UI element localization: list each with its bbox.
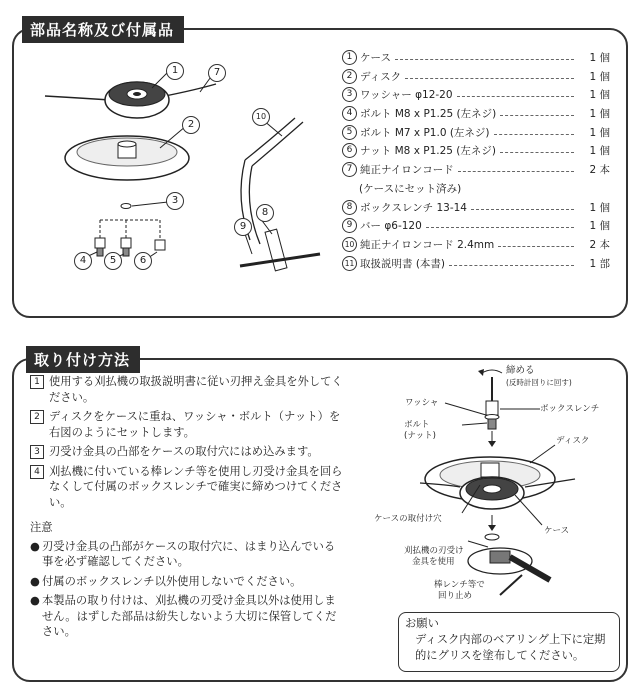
part-name: ボックスレンチ 13-14 bbox=[360, 201, 467, 214]
parts-list-item bbox=[342, 218, 610, 237]
step-number: 2 bbox=[30, 410, 44, 424]
label-disk: ディスク bbox=[556, 436, 590, 446]
leader-line bbox=[500, 106, 574, 116]
part-name: 純正ナイロンコード 2.4mm bbox=[360, 238, 495, 251]
label-stop: 棒レンチ等で bbox=[434, 580, 485, 590]
parts-list-item bbox=[342, 143, 610, 162]
parts-list-item bbox=[342, 162, 610, 181]
leader-line bbox=[457, 87, 574, 97]
request-box bbox=[398, 612, 620, 672]
part-number: 10 bbox=[342, 237, 357, 252]
callout-8: 8 bbox=[256, 204, 274, 222]
part-number: 4 bbox=[342, 106, 357, 121]
bullet-icon: ● bbox=[30, 539, 40, 553]
request-title: お願い bbox=[405, 617, 439, 630]
part-name: ボルト M8 x P1.25 (左ネジ) bbox=[360, 108, 497, 121]
caution-text: 刃受け金具の凸部がケースの取付穴に、はまり込んでいる事を必ず確認してください。 bbox=[42, 539, 336, 568]
label-bolt-sub: (ナット) bbox=[404, 431, 436, 441]
callout-10: 10 bbox=[252, 108, 270, 126]
bullet-icon: ● bbox=[30, 574, 40, 588]
installation-steps bbox=[30, 374, 350, 514]
part-number: 6 bbox=[342, 143, 357, 158]
leader-line bbox=[498, 237, 574, 247]
label-case: ケース bbox=[544, 526, 570, 536]
part-name: ケース bbox=[360, 52, 391, 64]
leader-line bbox=[494, 125, 574, 135]
callout-3: 3 bbox=[166, 192, 184, 210]
leader-line bbox=[449, 256, 574, 266]
step-number: 4 bbox=[30, 465, 44, 479]
parts-list-item bbox=[342, 106, 610, 125]
parts-list-item bbox=[342, 50, 610, 69]
part-name: バー φ6-120 bbox=[360, 220, 422, 233]
leader-line bbox=[500, 143, 574, 153]
part-qty: 2 本 bbox=[589, 238, 610, 251]
part-qty: 1 個 bbox=[589, 220, 610, 233]
parts-list-item bbox=[342, 87, 610, 106]
part-number: 9 bbox=[342, 218, 357, 233]
part-name: 純正ナイロンコード bbox=[360, 164, 454, 177]
step-item bbox=[30, 374, 350, 405]
callout-1: 1 bbox=[166, 62, 184, 80]
part-qty: 1 個 bbox=[589, 52, 610, 64]
parts-list-item bbox=[342, 200, 610, 219]
leader-line bbox=[426, 218, 574, 228]
bullet-icon: ● bbox=[30, 594, 40, 607]
callout-4: 4 bbox=[74, 252, 92, 270]
label-blade-holder: 刈払機の刃受け bbox=[404, 546, 464, 556]
part-name: ナット M8 x P1.25 (左ネジ) bbox=[360, 145, 496, 158]
leader-line bbox=[458, 162, 574, 172]
part-name: ワッシャー φ12-20 bbox=[360, 89, 453, 102]
parts-list-item-sub bbox=[342, 181, 610, 200]
callout-6: 6 bbox=[134, 252, 152, 270]
installation-section-title: 取り付け方法 bbox=[26, 346, 140, 373]
part-qty: 1 個 bbox=[589, 145, 610, 158]
caution-item bbox=[30, 574, 345, 590]
part-number: 5 bbox=[342, 125, 357, 140]
installation-diagram bbox=[350, 365, 620, 610]
part-qty: 1 個 bbox=[589, 108, 610, 121]
caution-text: 付属のボックスレンチ以外使用しないでください。 bbox=[42, 574, 302, 588]
leader-line bbox=[471, 200, 574, 210]
parts-list bbox=[342, 50, 610, 274]
step-text: 刃受け金具の凸部をケースの取付穴にはめ込みます。 bbox=[49, 445, 319, 458]
callout-5: 5 bbox=[104, 252, 122, 270]
label-blade-holder-2: 金具を使用 bbox=[412, 557, 455, 567]
step-text: 刈払機に付いている棒レンチ等を使用し刃受け金具を回らなくして付属のボックスレンチで確実に締めつけてください。 bbox=[49, 464, 343, 509]
part-number: 2 bbox=[342, 69, 357, 84]
step-item bbox=[30, 409, 350, 440]
parts-section-title: 部品名称及び付属品 bbox=[22, 16, 184, 43]
callout-2: 2 bbox=[182, 116, 200, 134]
part-qty: 1 個 bbox=[589, 89, 610, 102]
caution-notes bbox=[30, 520, 345, 644]
label-bolt: ボルト bbox=[404, 420, 430, 430]
label-tighten-sub: (反時計回りに回す) bbox=[506, 378, 572, 387]
request-text: ディスク内部のベアリング上下に定期的にグリスを塗布してください。 bbox=[415, 633, 606, 662]
part-number: 7 bbox=[342, 162, 357, 177]
step-text: 使用する刈払機の取扱説明書に従い刃押え金具を外してください。 bbox=[49, 375, 343, 404]
parts-list-item bbox=[342, 69, 610, 88]
caution-item bbox=[30, 593, 345, 640]
part-name: 取扱説明書 (本書) bbox=[360, 257, 446, 270]
caution-item bbox=[30, 539, 345, 570]
parts-list-item bbox=[342, 125, 610, 144]
part-name: ボルト M7 x P1.0 (左ネジ) bbox=[360, 126, 490, 139]
part-qty: 2 本 bbox=[589, 164, 610, 177]
part-number: 1 bbox=[342, 50, 357, 65]
label-case-hole: ケースの取付け穴 bbox=[374, 514, 442, 524]
part-number: 3 bbox=[342, 87, 357, 102]
parts-list-item bbox=[342, 256, 610, 275]
leader-line bbox=[405, 69, 574, 79]
step-item bbox=[30, 444, 350, 460]
step-number: 1 bbox=[30, 375, 44, 389]
part-qty: 1 部 bbox=[589, 257, 610, 270]
step-item bbox=[30, 464, 350, 511]
caution-title: 注意 bbox=[30, 521, 53, 534]
part-name: ディスク bbox=[360, 70, 402, 83]
part-name: (ケースにセット済み) bbox=[359, 182, 462, 195]
label-washer: ワッシャ bbox=[405, 398, 439, 408]
callout-9: 9 bbox=[234, 218, 252, 236]
label-tighten: 締める bbox=[506, 365, 535, 376]
part-number: 11 bbox=[342, 256, 357, 271]
part-qty: 1 個 bbox=[589, 70, 610, 83]
caution-text: 本製品の取り付けは、刈払機の刃受け金具以外は使用しません。はずした部品は紛失しないよう大切に保管してください。 bbox=[42, 594, 337, 638]
label-box-wrench: ボックスレンチ bbox=[540, 404, 600, 414]
part-number: 8 bbox=[342, 200, 357, 215]
callout-7: 7 bbox=[208, 64, 226, 82]
step-text: ディスクをケースに重ね、ワッシャ・ボルト（ナット）を右図のようにセットします。 bbox=[49, 410, 341, 439]
leader-line bbox=[395, 50, 574, 60]
part-qty: 1 個 bbox=[589, 126, 610, 139]
parts-list-item bbox=[342, 237, 610, 256]
parts-diagram bbox=[20, 40, 340, 310]
label-stop-2: 回り止め bbox=[438, 591, 473, 601]
part-qty: 1 個 bbox=[589, 201, 610, 214]
step-number: 3 bbox=[30, 445, 44, 459]
